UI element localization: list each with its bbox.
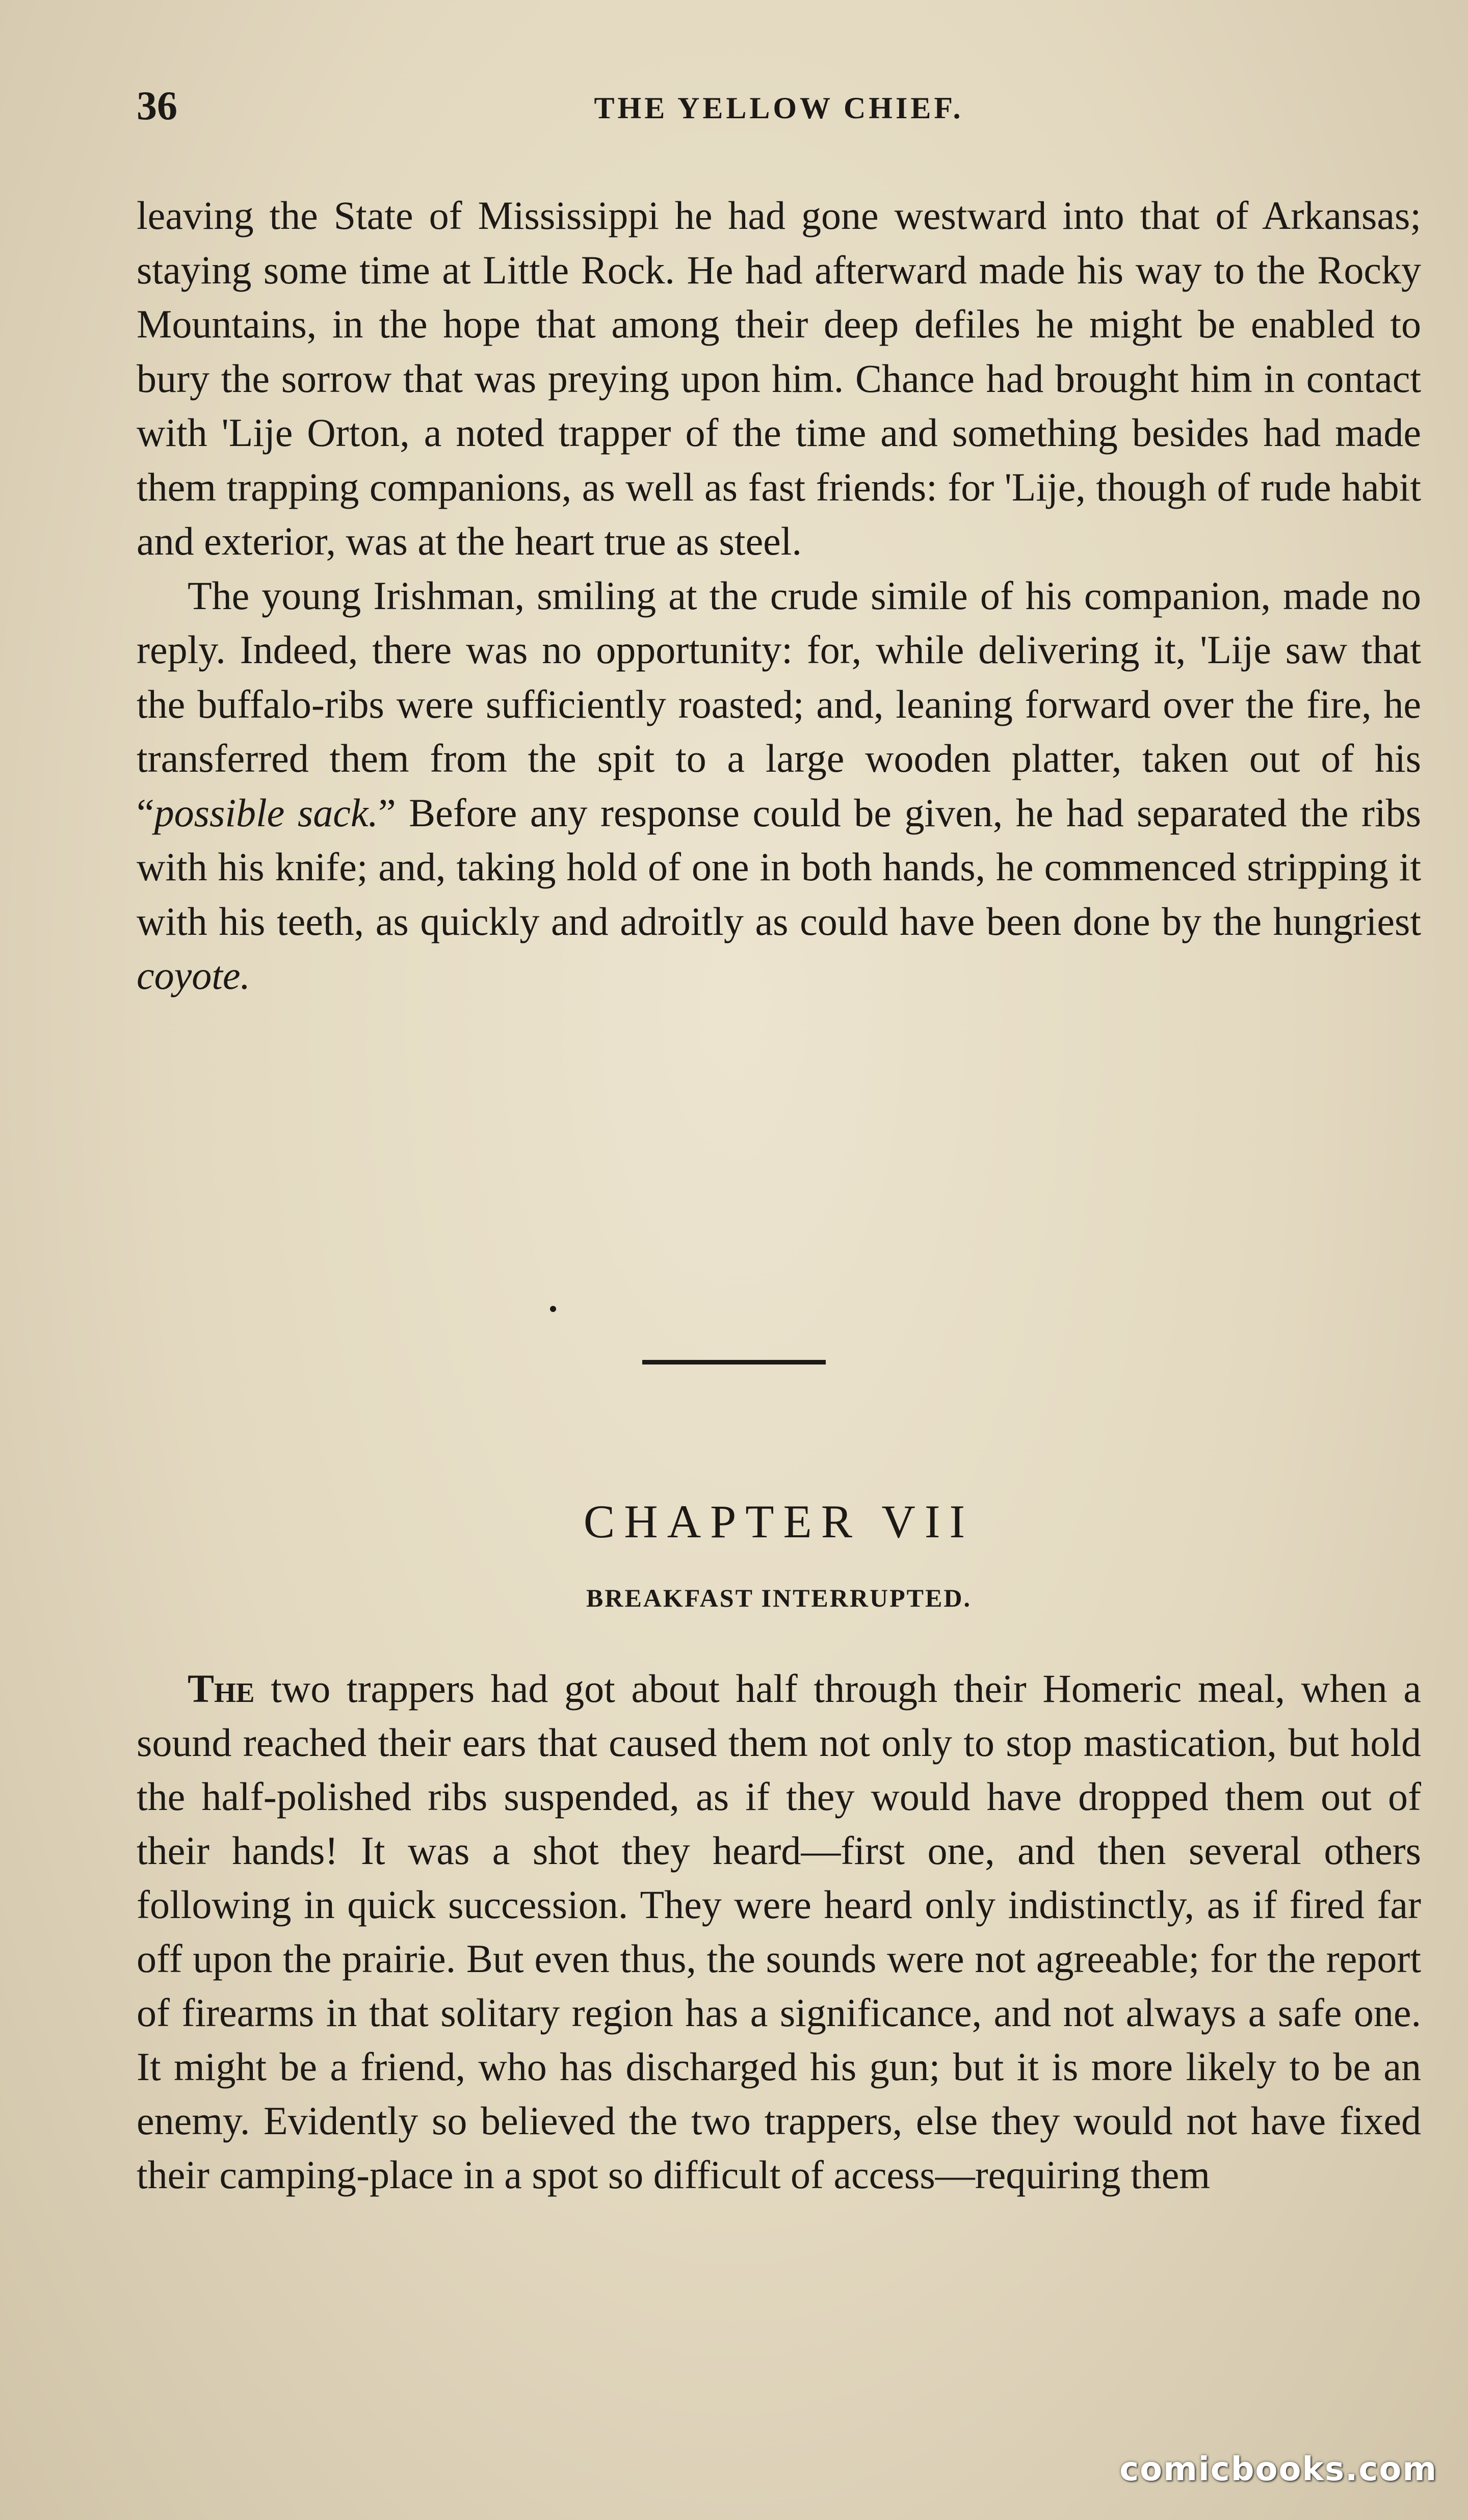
paragraph-2-text-b: ” Before any response could be given, he had separated the ribs with his knife; and, taking hold of one in both hands, he commenced stripping it with his teeth, as quickly and adroitly as could have been done by the hungriest [137, 790, 1422, 943]
watermark: comicbooks.com [1119, 2451, 1437, 2488]
paragraph-2 [137, 569, 1421, 1003]
paragraph-3 [137, 1662, 1421, 2202]
text-after-chapter [137, 1662, 1421, 2202]
page-header [137, 81, 1421, 132]
paragraph-2-italic-a: possible sack. [154, 790, 378, 835]
paragraph-3-lead: The [188, 1666, 255, 1711]
page-number: 36 [137, 84, 177, 128]
section-divider-rule [642, 1360, 826, 1364]
text-before-chapter [137, 189, 1421, 1003]
paragraph-2-text-a: The young Irishman, smiling at the crude simile of his companion, made no reply. Indeed, there was no opportunity: for, while delivering it, 'Lije saw that the buffalo-ribs were sufficiently roasted; and, leaning forward over the fire, he transferred them from the spit to a large wooden platter, taken out of his “ [137, 573, 1421, 835]
running-title: THE YELLOW CHIEF. [594, 91, 964, 125]
stray-dot [550, 1306, 556, 1312]
chapter-subtitle: BREAKFAST INTERRUPTED. [586, 1584, 972, 1612]
paragraph-2-italic-b: coyote. [137, 953, 251, 998]
chapter-title: CHAPTER VII [583, 1495, 975, 1547]
paragraph-3-text: two trappers had got about half through their Homeric meal, when a sound reached their ears that caused them not only to stop mastication, but hold the half-polished ribs suspended, as if they would have dropped them out of their hands! It was a shot they heard—first one, and then several others following in quick succession. They were heard only indistinctly, as if fired far off upon the prairie. But even thus, the sounds were not agreeable; for the report of firearms in that solitary region has a significance, and not always a safe one. It might be a friend, who has discharged his gun; but it is more likely to be an enemy. Evidently so believed the two trappers, else they would not have fixed their camping-place in a spot so difficult of access—requiring them [137, 1666, 1421, 2197]
paragraph-1: leaving the State of Mississippi he had gone westward into that of Arkansas; staying some time at Little Rock. He had afterward made his way to the Rocky Mountains, in the hope that among their deep defiles he might be enabled to bury the sorrow that was preying upon him. Chance had brought him in contact with 'Lije Orton, a noted trapper of the time and something besides had made them trapping companions, as well as fast friends: for 'Lije, though of rude habit and exterior, was at the heart true as steel. [137, 193, 1421, 563]
